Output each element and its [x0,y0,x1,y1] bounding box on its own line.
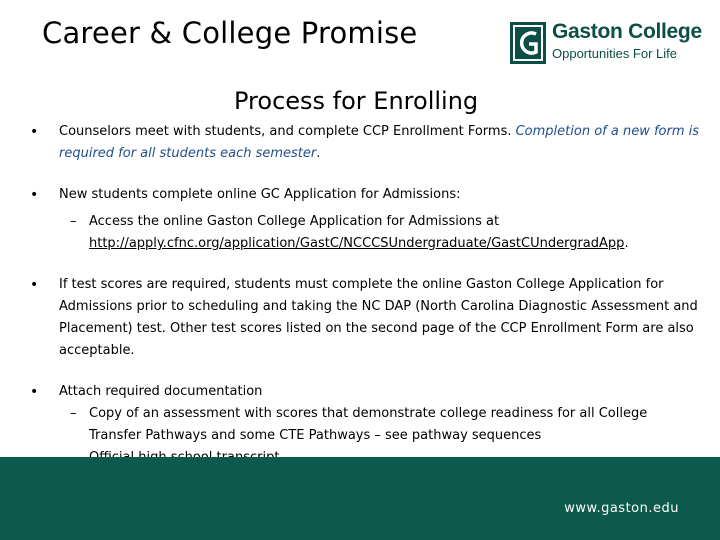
bullet-item [30,184,700,206]
bullet-emphasis: Completion of a new form is required for all students each semester [59,124,700,161]
footer-bar [0,457,720,540]
bullet-icon: • [30,277,39,293]
bullet-text: New students complete online GC Application for Admissions: [59,187,461,202]
bullet-item [30,121,700,165]
gaston-college-logo [510,20,702,66]
bullet-item [30,274,700,362]
bullet-list [30,121,700,469]
bullet-text: Counselors meet with students, and complete CCP Enrollment Forms. [59,124,516,139]
logo-name: Gaston College [552,20,702,43]
bullet-icon: • [30,187,39,203]
logo-tagline: Opportunities For Life [552,46,678,61]
bullet-period: . [316,146,321,161]
slide-subtitle: Process for Enrolling [234,87,479,115]
bullet-icon: • [30,124,39,140]
bullet-text: Attach required documentation [59,384,263,399]
footer-url[interactable]: www.gaston.edu [564,501,679,516]
sub-bullet-item [30,211,700,255]
sub-bullet-item [30,403,700,447]
sub-bullet-text: Copy of an assessment with scores that demonstrate college readiness for all College Transfer Pathways and some CTE Pathways – see pathway sequences [89,406,648,443]
bullet-item [30,381,700,403]
dash-icon: – [70,214,77,229]
logo-mark-icon [510,22,546,64]
sub-bullet-period: . [624,236,629,251]
slide-title: Career & College Promise [42,16,418,50]
sub-bullet-text: Access the online Gaston College Application for Admissions at [89,214,500,229]
application-link[interactable]: http://apply.cfnc.org/application/GastC/NCCCSUndergraduate/GastCUndergradApp [89,236,625,251]
dash-icon: – [70,406,77,421]
bullet-text: If test scores are required, students must complete the online Gaston College Application for Admissions prior to scheduling and taking the NC DAP (North Carolina Diagnostic Assessment and Placement) test. Other test scores listed on the second page of the CCP Enrollment Form are also acceptable. [59,277,698,358]
bullet-icon: • [30,384,39,400]
